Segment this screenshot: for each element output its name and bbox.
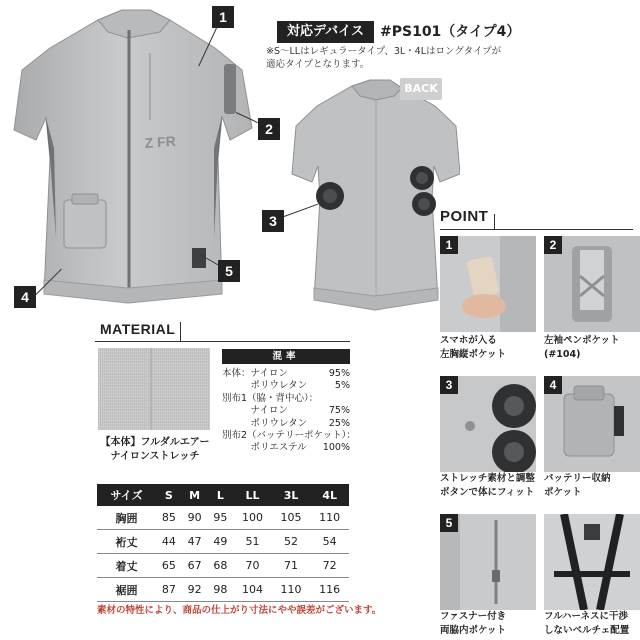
table-cell: 65 — [156, 554, 182, 578]
table-cell: 92 — [182, 578, 208, 602]
device-note: ※S～LLはレギュラータイプ、3L・4Lはロングタイプが適応タイプとなります。 — [266, 46, 502, 70]
size-table-header-row — [97, 484, 349, 506]
mix-row — [222, 418, 350, 430]
table-cell: 110 — [272, 578, 311, 602]
size-header: 3L — [272, 484, 311, 506]
mix-label: ポリエステル — [222, 442, 307, 454]
table-row — [97, 554, 349, 578]
fabric-swatch-caption-line2: ナイロンストレッチ — [110, 451, 200, 462]
mix-row — [222, 405, 350, 417]
point-caption-4-line1: バッテリー収納 — [544, 473, 611, 484]
table-cell: 52 — [272, 530, 311, 554]
point-caption-4 — [544, 472, 640, 500]
point-caption-3 — [440, 472, 544, 500]
point-num-5: 5 — [440, 514, 458, 532]
callout-2: 2 — [258, 118, 280, 140]
table-cell: 72 — [310, 554, 349, 578]
jacket-print-text: Z FR — [144, 132, 177, 151]
table-cell: 54 — [310, 530, 349, 554]
row-label: 着丈 — [97, 554, 156, 578]
point-image-1 — [440, 236, 536, 332]
point-caption-5-line2: 両脇内ポケット — [440, 625, 507, 636]
size-header: 4L — [310, 484, 349, 506]
mix-label: 別布2（バッテリーポケット）： — [222, 429, 356, 441]
point-caption-2 — [544, 334, 640, 362]
point-caption-1 — [440, 334, 544, 362]
table-cell: 71 — [272, 554, 311, 578]
size-header: L — [207, 484, 233, 506]
point-caption-6 — [544, 610, 640, 638]
table-row — [97, 530, 349, 554]
mix-value: 100% — [322, 442, 350, 454]
mix-value: 75% — [328, 405, 350, 417]
point-caption-5-line1: ファスナー付き — [440, 611, 507, 622]
table-cell: 68 — [207, 554, 233, 578]
point-caption-4-line2: ポケット — [544, 487, 582, 498]
size-header: M — [182, 484, 208, 506]
point-caption-3-line2: ボタンで体にフィット — [440, 487, 535, 498]
mix-row — [222, 380, 350, 392]
mix-label: ナイロン — [222, 405, 288, 417]
material-rule — [95, 341, 350, 342]
point-image-3 — [440, 376, 536, 472]
table-cell: 70 — [233, 554, 272, 578]
table-cell: 85 — [156, 506, 182, 530]
back-badge: BACK — [400, 78, 442, 100]
table-row — [97, 578, 349, 602]
table-cell: 90 — [182, 506, 208, 530]
mix-value: 5% — [334, 380, 350, 392]
fabric-swatch-seam — [150, 348, 152, 430]
device-label: 対応デバイス — [277, 21, 374, 43]
table-cell: 105 — [272, 506, 311, 530]
row-label: 裄丈 — [97, 530, 156, 554]
table-cell: 87 — [156, 578, 182, 602]
material-title: MATERIAL — [100, 321, 176, 337]
table-cell: 49 — [207, 530, 233, 554]
point-caption-2-line1: 左袖ペンポケット — [544, 335, 620, 346]
row-label: 胸囲 — [97, 506, 156, 530]
callout-1: 1 — [212, 6, 234, 28]
table-cell: 44 — [156, 530, 182, 554]
mix-label: 本体：ナイロン — [222, 368, 288, 379]
mix-label: 別布1（脇・背中心）： — [222, 392, 319, 404]
fabric-swatch-caption-line1: 【本体】フルダルエアー — [100, 437, 210, 448]
mix-value: 25% — [328, 417, 350, 429]
size-table — [97, 484, 349, 602]
size-header: LL — [233, 484, 272, 506]
point-num-1: 1 — [440, 236, 458, 254]
table-cell: 100 — [233, 506, 272, 530]
callout-3: 3 — [262, 210, 284, 232]
mix-row — [222, 429, 356, 442]
mix-label: ポリウレタン — [222, 417, 308, 429]
material-rule-tick — [180, 322, 181, 342]
point-rule-tick — [494, 214, 495, 230]
table-cell: 98 — [207, 578, 233, 602]
disclaimer: 素材の特性により、商品の仕上がり寸法にやや誤差がございます。 — [97, 605, 382, 616]
mix-value: 95% — [328, 368, 350, 379]
point-image-4 — [544, 376, 640, 472]
point-caption-1-line1: スマホが入る — [440, 335, 497, 346]
mix-label: ポリウレタン — [222, 380, 308, 392]
point-image-5 — [440, 514, 536, 610]
point-caption-1-line2: 左胸縦ポケット — [440, 349, 507, 360]
mix-row — [222, 442, 350, 454]
callout-5: 5 — [218, 260, 240, 282]
point-caption-3-line1: ストレッチ素材と調整 — [440, 473, 535, 484]
mix-title: 混率 — [222, 349, 350, 364]
table-cell: 51 — [233, 530, 272, 554]
point-num-2: 2 — [544, 236, 562, 254]
table-cell: 110 — [310, 506, 349, 530]
mix-row — [222, 368, 350, 380]
fabric-swatch-caption — [96, 436, 214, 464]
point-image-6 — [544, 514, 640, 610]
harness-photo — [544, 514, 640, 610]
fabric-swatch — [98, 348, 210, 430]
point-caption-5 — [440, 610, 544, 638]
table-row — [97, 506, 349, 530]
point-title: POINT — [440, 208, 489, 225]
jacket-back-illustration — [290, 78, 460, 313]
point-caption-2-line2: (#104) — [544, 349, 581, 360]
size-header: S — [156, 484, 182, 506]
point-num-3: 3 — [440, 376, 458, 394]
device-code: #PS101（タイプ4） — [380, 24, 521, 40]
table-cell: 104 — [233, 578, 272, 602]
point-image-2 — [544, 236, 640, 332]
point-num-4: 4 — [544, 376, 562, 394]
point-caption-6-line2: しないベルチェ配置 — [544, 625, 630, 636]
callout-4: 4 — [14, 286, 36, 308]
table-cell: 47 — [182, 530, 208, 554]
table-cell: 67 — [182, 554, 208, 578]
mix-list — [222, 368, 356, 455]
table-cell: 95 — [207, 506, 233, 530]
size-header: サイズ — [97, 484, 156, 506]
table-cell: 116 — [310, 578, 349, 602]
mix-row — [222, 393, 350, 405]
point-rule — [440, 229, 633, 230]
point-caption-6-line1: フルハーネスに干渉 — [544, 611, 628, 622]
row-label: 裾囲 — [97, 578, 156, 602]
